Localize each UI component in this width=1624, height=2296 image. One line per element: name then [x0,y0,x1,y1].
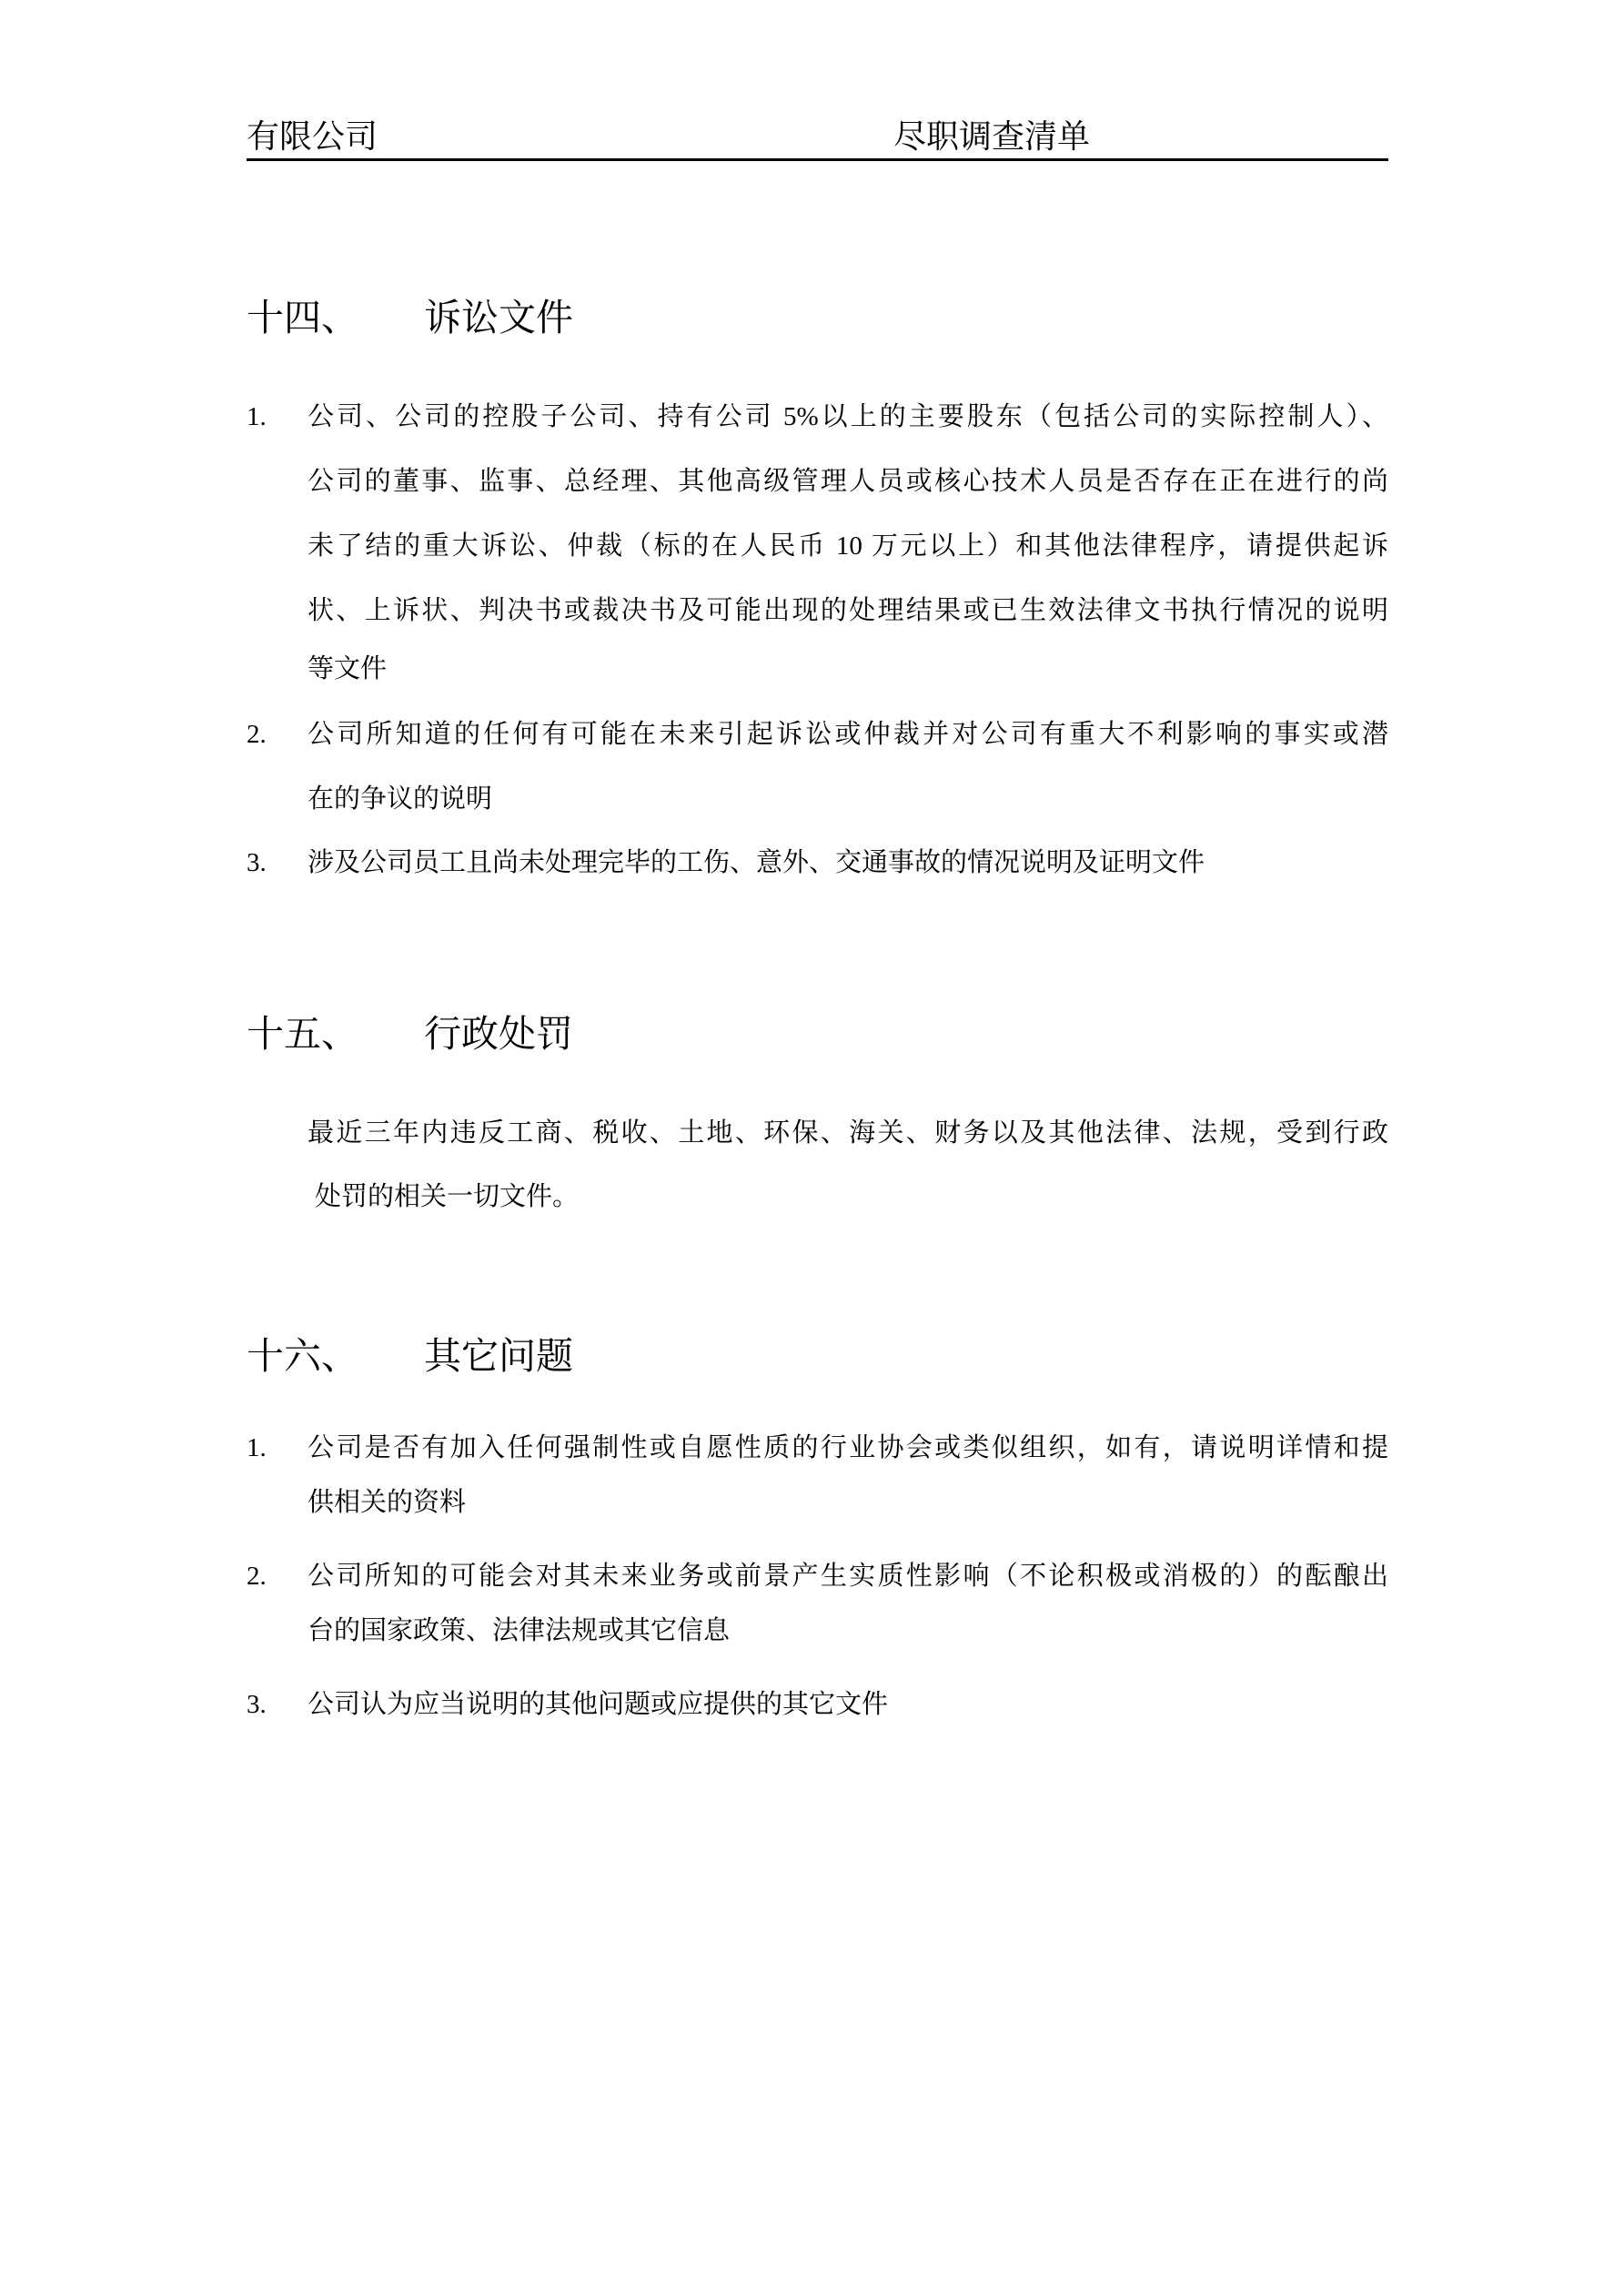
header-company: 有限公司 [247,118,378,155]
list-item-number: 3. [247,1690,267,1719]
list-item-number: 2. [247,1562,267,1591]
list-item-line: 公司所知道的任何有可能在未来引起诉讼或仲裁并对公司有重大不利影响的事实或潜 [308,720,1388,749]
paragraph-line: 最近三年内违反工商、税收、土地、环保、海关、财务以及其他法律、法规，受到行政 [308,1118,1388,1148]
list-item-line: 公司是否有加入任何强制性或自愿性质的行业协会或类似组织，如有，请说明详情和提 [308,1433,1388,1462]
list-item-line: 涉及公司员工且尚未处理完毕的工伤、意外、交通事故的情况说明及证明文件 [308,848,1205,877]
list-item-line: 供相关的资料 [308,1488,467,1517]
list-item-number: 3. [247,848,267,877]
list-item-number: 2. [247,720,267,749]
list-item-line: 公司认为应当说明的其他问题或应提供的其它文件 [308,1690,889,1719]
list-item-number: 1. [247,1433,267,1462]
list-item-line: 公司的董事、监事、总经理、其他高级管理人员或核心技术人员是否存在正在进行的尚 [308,467,1388,496]
section-15-title: 行政处罚 [424,1013,573,1055]
list-item-number: 1. [247,402,267,431]
list-item-line: 公司、公司的控股子公司、持有公司 5%以上的主要股东（包括公司的实际控制人）、 [308,402,1388,431]
section-16-number: 十六、 [247,1335,358,1377]
header-doc-title: 尽职调查清单 [893,118,1091,155]
list-item-line: 台的国家政策、法律法规或其它信息 [308,1616,731,1645]
section-14-number: 十四、 [247,297,358,339]
list-item-line: 未了结的重大诉讼、仲裁（标的在人民币 10 万元以上）和其他法律程序，请提供起诉 [308,531,1388,561]
paragraph-line: 处罚的相关一切文件。 [315,1182,580,1211]
list-item-line: 在的争议的说明 [308,784,493,814]
section-16-title: 其它问题 [424,1335,573,1377]
list-item-line: 状、上诉状、判决书或裁决书及可能出现的处理结果或已生效法律文书执行情况的说明 [308,596,1388,625]
list-item-line: 公司所知的可能会对其未来业务或前景产生实质性影响（不论积极或消极的）的酝酿出 [308,1562,1388,1591]
section-15-number: 十五、 [247,1013,358,1055]
header-divider [247,158,1388,161]
list-item-line: 等文件 [308,654,388,683]
section-14-title: 诉讼文件 [424,297,573,339]
